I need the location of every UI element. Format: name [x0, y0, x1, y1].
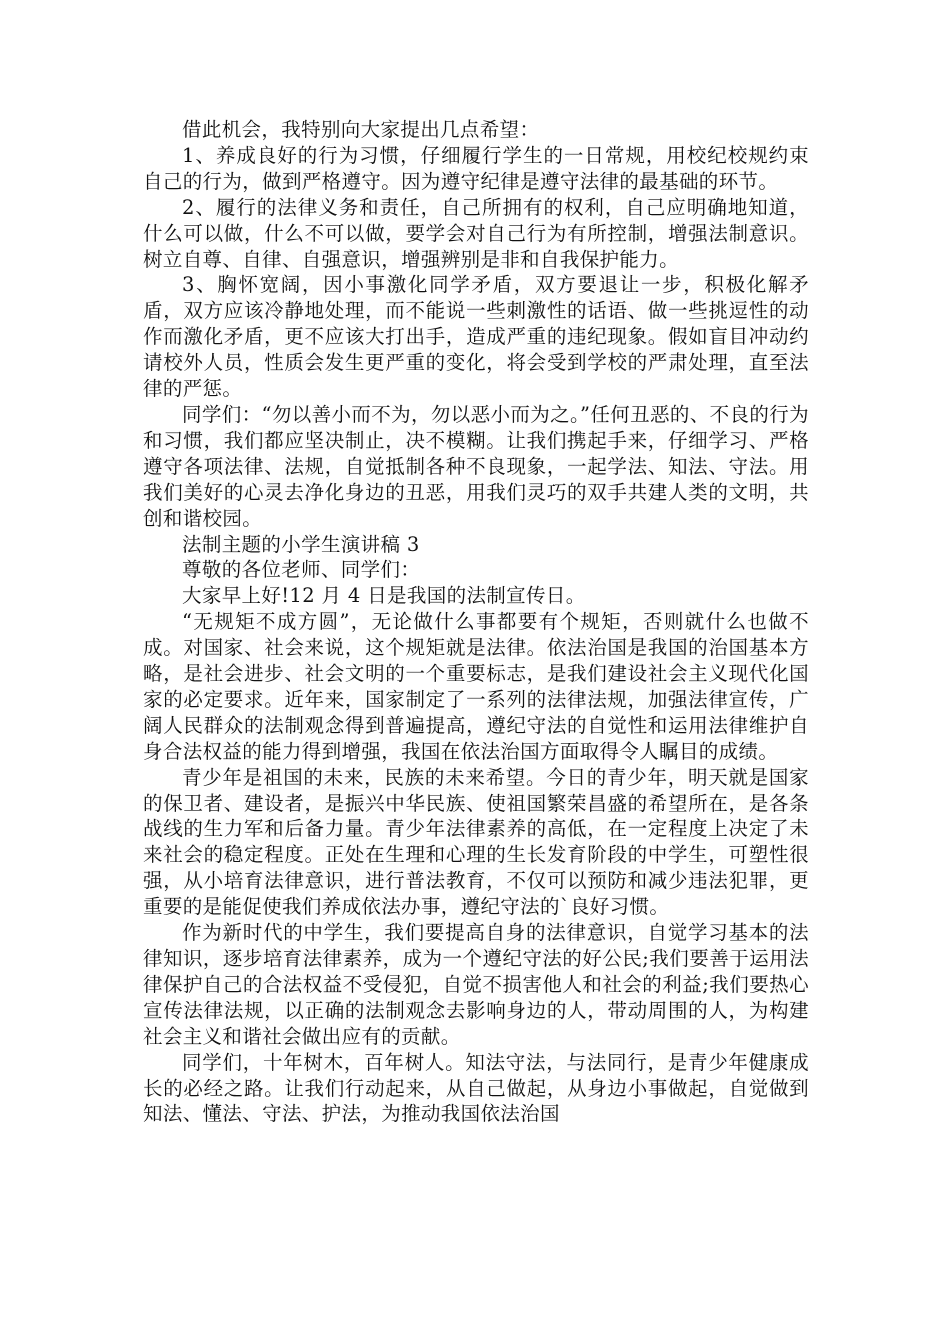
- paragraph-youth-future: 青少年是祖国的未来，民族的未来希望。今日的青少年，明天就是国家的保卫者、建设者，是振兴中华民族、使祖国繁荣昌盛的希望所在，是各条战线的生力军和后备力量。青少年法律素养的高低，在一定程度上决定了未来社会的稳定程度。正处在生理和心理的生长发育阶段的中学生，可塑性很强，从小培育法律意识，进行普法教育，不仅可以预防和减少违法犯罪，更重要的是能促使我们养成依法办事，遵纪守法的`良好习惯。: [143, 765, 809, 919]
- paragraph-rule-of-law: “无规矩不成方圆”，无论做什么事都要有个规矩，否则就什么也做不成。对国家、社会来说，这个规矩就是法律。依法治国是我国的治国基本方略，是社会进步、社会文明的一个重要标志，是我们建设社会主义现代化国家的必定要求。近年来，国家制定了一系列的法律法规，加强法律宣传，广阔人民群众的法制观念得到普遍提高，遵纪守法的自觉性和运用法律维护自身合法权益的能力得到增强，我国在依法治国方面取得令人瞩目的成绩。: [143, 610, 809, 763]
- paragraph-hope-3: 3、胸怀宽阔，因小事激化同学矛盾，双方要退让一步，积极化解矛盾，双方应该冷静地处理，而不能说一些刺激性的话语、做一些挑逗性的动作而激化矛盾，更不应该大打出手，造成严重的违纪现象。假如盲目冲动约请校外人员，性质会发生更严重的变化，将会受到学校的严肃处理，直至法律的严惩。: [143, 273, 809, 401]
- salutation: 尊敬的各位老师、同学们：: [182, 558, 421, 582]
- section-heading: 法制主题的小学生演讲稿 3: [182, 532, 420, 556]
- greeting-line: 大家早上好!12 月 4 日是我国的法制宣传日。: [182, 584, 586, 608]
- document-body: [143, 117, 809, 1127]
- paragraph-hope-2: 2、履行的法律义务和责任，自己所拥有的权利，自己应明确地知道，什么可以做，什么不可以做，要学会对自己行为有所控制，增强法制意识。树立自尊、自律、自强意识，增强辨别是非和自我保护能力。: [143, 195, 809, 271]
- paragraph-hopes-intro: 借此机会，我特别向大家提出几点希望：: [182, 118, 540, 141]
- paragraph-closing-appeal: 同学们：“勿以善小而不为，勿以恶小而为之。”任何丑恶的、不良的行为和习惯，我们都应坚决制止，决不模糊。让我们携起手来，仔细学习、严格遵守各项法律、法规，自觉抵制各种不良现象，一起学法、知法、守法。用我们美好的心灵去净化身边的丑恶，用我们灵巧的双手共建人类的文明，共创和谐校园。: [143, 402, 809, 530]
- paragraph-hope-1: 1、养成良好的行为习惯，仔细履行学生的一日常规，用校纪校规约束自己的行为，做到严格遵守。因为遵守纪律是遵守法律的最基础的环节。: [143, 143, 809, 193]
- paragraph-new-era-students: 作为新时代的中学生，我们要提高自身的法律意识，自觉学习基本的法律知识，逐步培育法律素养，成为一个遵纪守法的好公民;我们要善于运用法律保护自己的合法权益不受侵犯，自觉不损害他人和社会的利益;我们要热心宣传法律法规，以正确的法制观念去影响身边的人，带动周围的人，为构建社会主义和谐社会做出应有的贡献。: [143, 921, 809, 1048]
- paragraph-call-to-action: 同学们，十年树木，百年树人。知法守法，与法同行，是青少年健康成长的必经之路。让我们行动起来，从自己做起，从身边小事做起，自觉做到知法、懂法、守法、护法，为推动我国依法治国: [143, 1050, 809, 1126]
